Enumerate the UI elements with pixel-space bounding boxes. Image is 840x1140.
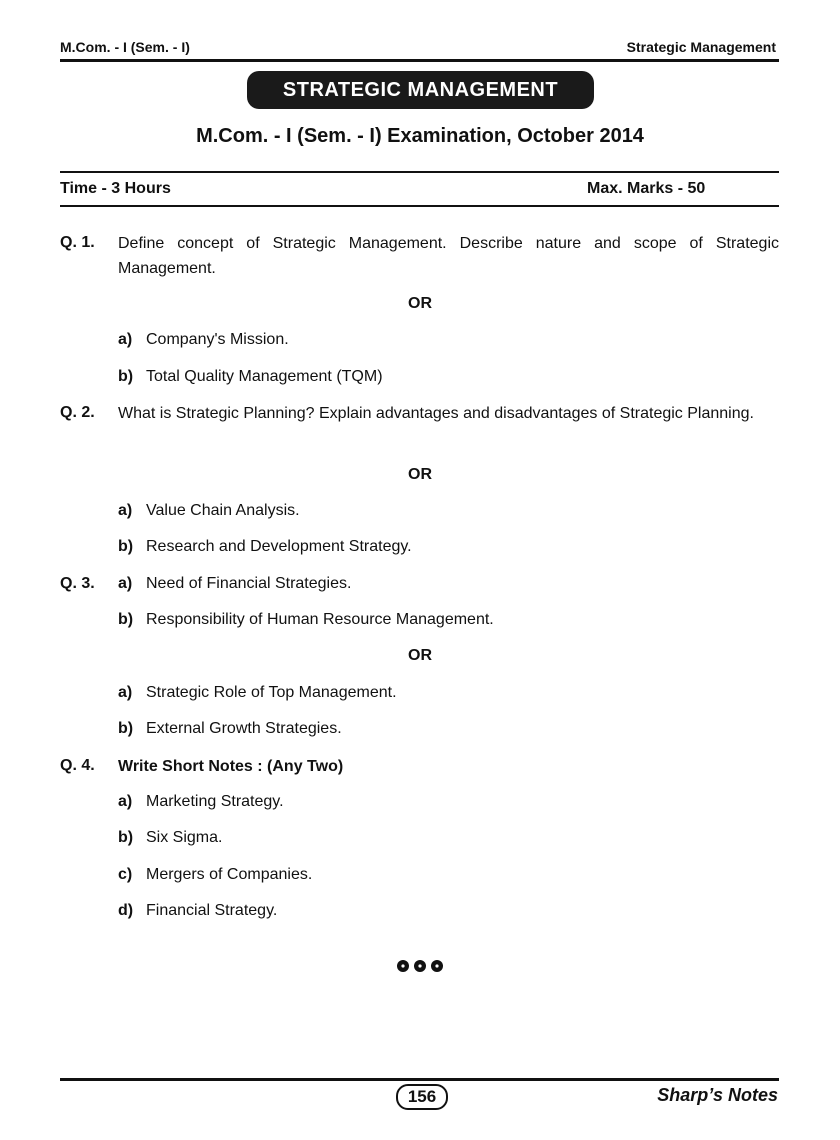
running-header-left: M.Com. - I (Sem. - I) — [60, 39, 190, 55]
question-number: Q. 2. — [60, 404, 95, 421]
sub-question-text: Company's Mission. — [146, 331, 289, 348]
page-number: 156 — [396, 1084, 448, 1110]
sub-question-label: a) — [118, 331, 133, 348]
sub-question-label: d) — [118, 902, 134, 919]
exam-title: M.Com. - I (Sem. - I) Examination, October 2014 — [196, 125, 644, 147]
publisher-brand: Sharp’s Notes — [657, 1085, 778, 1105]
sub-question-label: b) — [118, 829, 134, 846]
or-separator: OR — [408, 466, 432, 483]
sub-question-label: a) — [118, 575, 133, 592]
end-ornament-icon — [395, 957, 445, 975]
question-text: What is Strategic Planning? Explain advantages and disadvantages of Strategic Planning. — [118, 405, 754, 422]
sub-question-text: Total Quality Management (TQM) — [146, 368, 383, 385]
sub-question-text: External Growth Strategies. — [146, 720, 342, 737]
sub-question-text: Financial Strategy. — [146, 902, 278, 919]
sub-question-label: b) — [118, 368, 134, 385]
sub-question-text: Mergers of Companies. — [146, 866, 313, 883]
sub-question-label: a) — [118, 502, 133, 519]
question-number: Q. 3. — [60, 575, 95, 592]
question-text: Write Short Notes : (Any Two) — [118, 758, 344, 775]
sub-question-label: b) — [118, 611, 134, 628]
sub-question-text: Marketing Strategy. — [146, 793, 284, 810]
or-separator: OR — [408, 647, 432, 664]
sub-question-text: Six Sigma. — [146, 829, 223, 846]
sub-question-text: Research and Development Strategy. — [146, 538, 412, 555]
sub-question-text: Responsibility of Human Resource Management. — [146, 611, 494, 628]
sub-question-label: c) — [118, 866, 133, 883]
question-number: Q. 1. — [60, 234, 95, 251]
sub-question-text: Value Chain Analysis. — [146, 502, 300, 519]
sub-question-label: b) — [118, 538, 134, 555]
footer-rule — [60, 1078, 779, 1081]
question-text: Define concept of Strategic Management. Describe nature and scope of Strategic Management. — [118, 235, 779, 277]
sub-question-label: a) — [118, 793, 133, 810]
sub-question-text: Strategic Role of Top Management. — [146, 684, 397, 701]
or-separator: OR — [408, 295, 432, 312]
header-rule — [60, 59, 779, 62]
sub-question-label: b) — [118, 720, 134, 737]
max-marks: Max. Marks - 50 — [587, 180, 706, 197]
exam-duration: Time - 3 Hours — [60, 180, 171, 197]
meta-bottom-rule — [60, 205, 779, 207]
subject-title-banner: STRATEGIC MANAGEMENT — [247, 71, 594, 109]
meta-top-rule — [60, 171, 779, 173]
question-number: Q. 4. — [60, 757, 95, 774]
sub-question-text: Need of Financial Strategies. — [146, 575, 352, 592]
sub-question-label: a) — [118, 684, 133, 701]
running-header-right: Strategic Management — [626, 39, 776, 55]
